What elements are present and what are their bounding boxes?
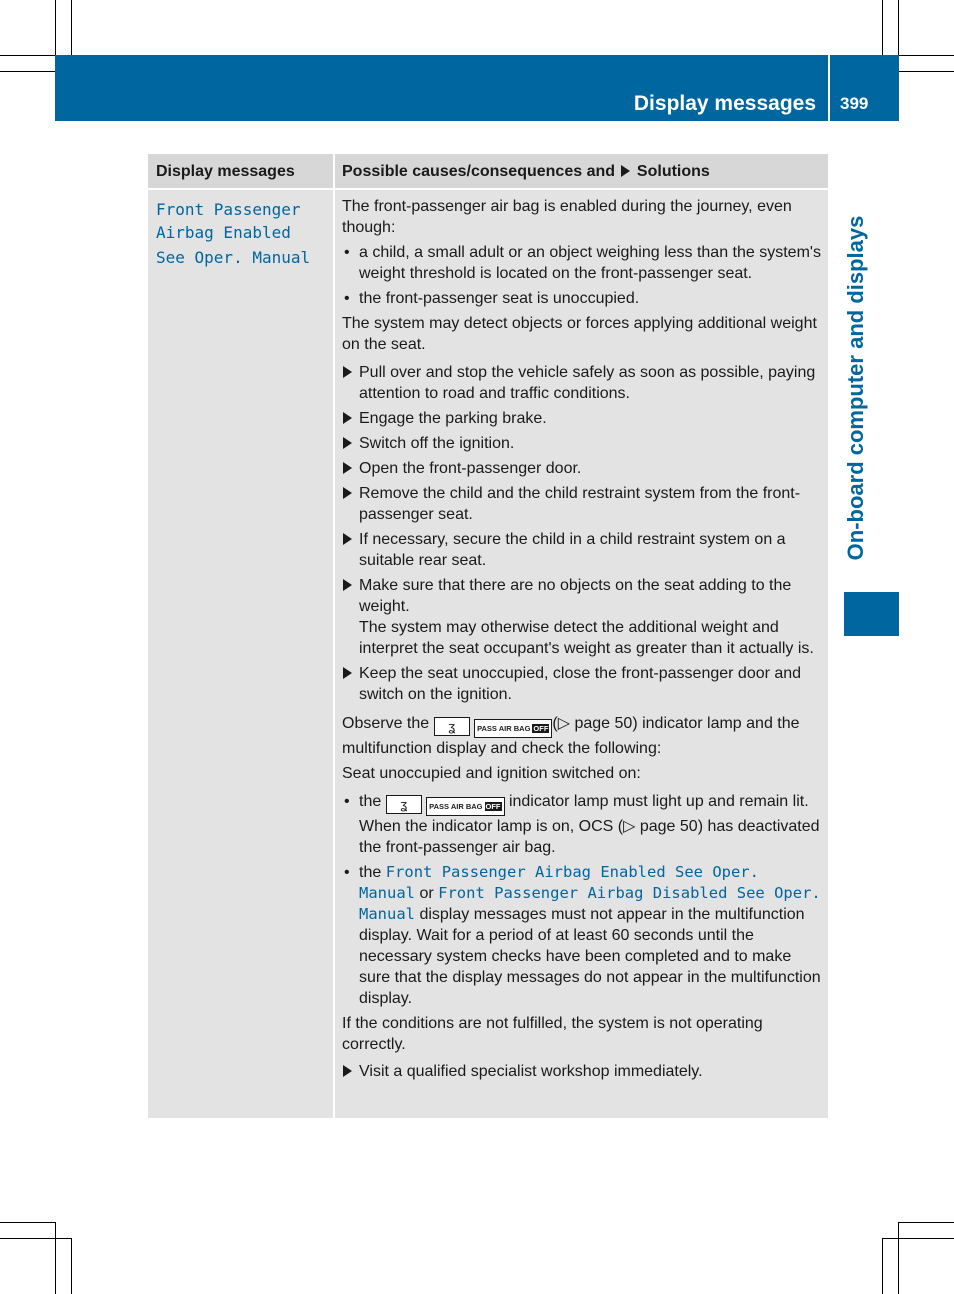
header-divider [828,55,830,121]
step-item [342,458,824,479]
display-message-inline: Front Passenger Airbag Disabled See Oper. Manual [359,884,821,923]
crop-mark [898,1222,954,1223]
column-header-display-messages: Display messages [156,163,295,180]
crop-mark [882,0,883,56]
step-arrow-icon [343,1065,352,1077]
bullet-icon: • [344,793,350,810]
step-text: If necessary, secure the child in a child restraint system on a suitable rear seat. [359,531,786,569]
step-item [342,575,824,659]
column-header-causes-label: Possible causes/consequences and [342,163,616,180]
step-text: Open the front-passenger door. [359,460,582,477]
list-item-text: the [359,793,382,810]
table-header-divider [148,188,828,190]
list-item [342,791,824,858]
display-message-inline: Front Passenger Airbag Enabled See Oper. Manual [359,863,759,902]
step-text: Pull over and stop the vehicle safely as soon as possible, paying attention to road and traffic conditions. [359,364,816,402]
step-item [342,483,824,525]
crop-mark [898,1222,899,1294]
pass-air-bag-off-icon [426,797,504,816]
occupant-seat-glyph: ʓ [448,719,456,734]
step-text: Switch off the ignition. [359,435,515,452]
crop-mark [55,1222,56,1294]
crop-mark [882,1238,954,1239]
observe-text [342,713,824,759]
list-item [342,288,824,309]
display-message-line: Front Passenger [156,200,301,219]
solution-arrow-icon [621,165,630,177]
display-message-cell [156,198,326,269]
list-item-text: display messages must not appear in the multifunction display. Wait for a period of at least 60 seconds until the necessary system checks have been completed and to make sure that the display messages do not appear in the multifunction display. [359,906,821,1007]
column-header-solutions-label: Solutions [636,163,710,180]
step-arrow-icon [343,462,352,474]
occupant-seat-glyph: ʓ [400,797,408,812]
list-item [342,862,824,1009]
step-arrow-icon [343,412,352,424]
crop-mark [71,1238,72,1294]
crop-mark [898,55,954,56]
step-text: Visit a qualified specialist workshop immediately. [359,1063,703,1080]
table-column-divider [333,154,335,1118]
step-text: Keep the seat unoccupied, close the front-passenger door and switch on the ignition. [359,665,802,703]
display-message-line: Airbag Enabled [156,223,291,242]
step-text: Make sure that there are no objects on the seat adding to the weight. [359,577,792,615]
crop-mark [0,1238,72,1239]
crop-mark [71,0,72,56]
side-tab-label: On-board computer and displays [843,215,868,561]
pass-air-bag-off-label: OFF [533,724,549,733]
step-item [342,1061,824,1082]
step-item [342,362,824,404]
observe-text-start: Observe the [342,715,430,732]
step-text: Remove the child and the child restraint system from the front-passenger seat. [359,485,801,523]
seat-unoccupied-text: Seat unoccupied and ignition switched on: [342,765,641,782]
bullet-icon: • [344,290,350,307]
occupant-seat-icon [434,717,470,736]
list-item [342,242,824,284]
crop-mark [0,55,56,56]
column-header-causes [342,162,710,182]
step-arrow-icon [343,533,352,545]
list-item-text: indicator lamp must light up and remain lit. When the indicator lamp is on, OCS (▷ page 50) has deactivated the front-passenger air bag. [359,793,820,856]
list-item-text: or [419,885,434,902]
step-item [342,408,824,429]
step-item [342,529,824,571]
page-number: 399 [840,94,869,113]
crop-mark [55,0,56,56]
crop-mark [0,71,56,72]
step-arrow-icon [343,487,352,499]
bullet-icon: • [344,864,350,881]
intro-text: The front-passenger air bag is enabled during the journey, even though: [342,198,792,236]
step-arrow-icon [343,579,352,591]
conditions-note: If the conditions are not fulfilled, the system is not operating correctly. [342,1015,763,1053]
causes-cell [342,196,824,1086]
crop-mark [882,1238,883,1294]
page-title: Display messages [633,92,816,115]
crop-mark [0,1222,56,1223]
side-tab-marker [844,592,899,636]
bullet-icon: • [344,244,350,261]
step-item [342,663,824,705]
occupant-seat-icon [386,795,422,814]
list-item-text: the front-passenger seat is unoccupied. [359,290,640,307]
step-arrow-icon [343,667,352,679]
step-text: Engage the parking brake. [359,410,547,427]
step-arrow-icon [343,366,352,378]
pass-air-bag-off-icon [474,719,552,738]
detect-note: The system may detect objects or forces applying additional weight on the seat. [342,315,817,353]
observe-text-end: (▷ page 50) indicator lamp and the multifunction display and check the following: [342,715,800,757]
crop-mark [898,0,899,56]
pass-air-bag-off-label: OFF [485,802,501,811]
list-item-text: a child, a small adult or an object weighing less than the system's weight threshold is located on the front-passenger seat. [359,244,821,282]
list-item-text: the [359,864,382,881]
crop-mark [898,71,954,72]
step-arrow-icon [343,437,352,449]
pass-air-bag-label: PASS AIR BAG [477,724,531,733]
step-item [342,433,824,454]
pass-air-bag-label: PASS AIR BAG [429,802,483,811]
step-note: The system may otherwise detect the additional weight and interpret the seat occupant's weight as greater than it actually is. [359,619,814,657]
display-message-line: See Oper. Manual [156,248,311,267]
